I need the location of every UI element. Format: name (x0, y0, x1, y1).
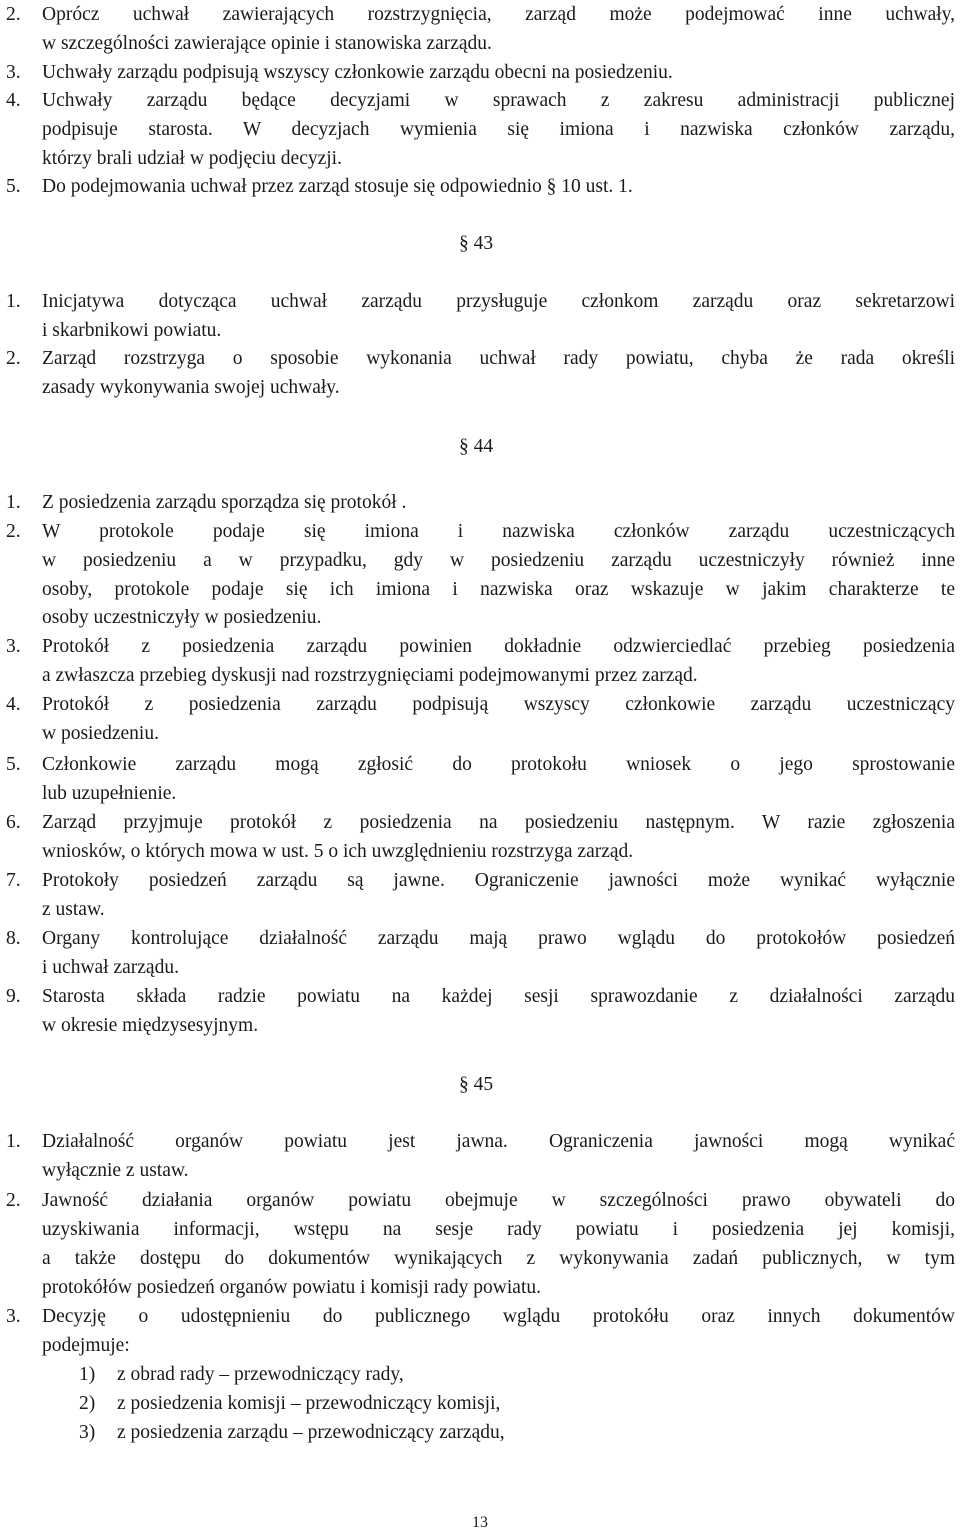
paragraph-text: w okresie międzysesyjnym. (42, 1015, 259, 1036)
paragraph-text: Zarząd rozstrzyga o sposobie wykonania uchwał rady powiatu, chyba że rada określi (42, 348, 955, 369)
paragraph-text: Inicjatywa dotycząca uchwał zarządu przysługuje członkom zarządu oraz sekretarzowi (42, 291, 955, 312)
paragraph-line (0, 895, 960, 924)
paragraph-line (0, 719, 960, 748)
paragraph-number: 3. (6, 1306, 21, 1327)
paragraph-line (0, 144, 960, 173)
paragraph-line (0, 1273, 960, 1302)
paragraph-line (0, 287, 960, 316)
paragraph-line (0, 808, 960, 837)
paragraph-line (0, 1011, 960, 1040)
list-item (0, 1389, 960, 1418)
paragraph-text: osoby, protokole podaje się ich imiona i nazwiska oraz wskazuje w jakim charakterze te (42, 579, 955, 600)
paragraph-text: w posiedzeniu a w przypadku, gdy w posiedzeniu zarządu uczestniczyły również inne (42, 550, 955, 571)
paragraph-text: którzy brali udział w podjęciu decyzji. (42, 148, 342, 169)
list-item-text: z posiedzenia zarządu – przewodniczący zarządu, (117, 1422, 505, 1443)
paragraph-number: 3. (6, 62, 21, 83)
paragraph-number: 2. (6, 4, 21, 25)
paragraph-line (0, 837, 960, 866)
list-item-text: z posiedzenia komisji – przewodniczący komisji, (117, 1393, 501, 1414)
paragraph-text: Uchwały zarządu będące decyzjami w sprawach z zakresu administracji publicznej (42, 90, 955, 111)
paragraph-text: Decyzję o udostępnieniu do publicznego wglądu protokółu oraz innych dokumentów (42, 1306, 955, 1327)
paragraph-line (0, 0, 960, 29)
paragraph-text: Organy kontrolujące działalność zarządu mają prawo wglądu do protokołów posiedzeń (42, 928, 955, 949)
paragraph-line (0, 1302, 960, 1331)
list-item-number: 1) (79, 1364, 96, 1385)
paragraph-number: 2. (6, 1190, 21, 1211)
paragraph-number: 6. (6, 812, 21, 833)
paragraph-text: w posiedzeniu. (42, 723, 159, 744)
paragraph-line (0, 1186, 960, 1215)
paragraph-line (0, 488, 960, 517)
paragraph-line (0, 953, 960, 982)
paragraph-line (0, 1244, 960, 1273)
paragraph-text: w szczególności zawierające opinie i stanowiska zarządu. (42, 33, 492, 54)
paragraph-text: Protokół z posiedzenia zarządu podpisują wszyscy członkowie zarządu uczestniczący (42, 694, 955, 715)
paragraph-line (0, 661, 960, 690)
paragraph-number: 8. (6, 928, 21, 949)
paragraph-line (0, 344, 960, 373)
paragraph-line (0, 779, 960, 808)
paragraph-line (0, 115, 960, 144)
paragraph-text: i skarbnikowi powiatu. (42, 320, 222, 341)
paragraph-text: podpisuje starosta. W decyzjach wymienia się imiona i nazwiska członków zarządu, (42, 119, 955, 140)
paragraph-number: 4. (6, 90, 21, 111)
paragraph-text: Starosta składa radzie powiatu na każdej sesji sprawozdanie z działalności zarządu (42, 986, 955, 1007)
paragraph-line (0, 172, 960, 201)
paragraph-number: 1. (6, 492, 21, 513)
paragraph-number: 4. (6, 694, 21, 715)
paragraph-number: 5. (6, 754, 21, 775)
paragraph-text: Oprócz uchwał zawierających rozstrzygnięcia, zarząd może podejmować inne uchwały, (42, 4, 955, 25)
paragraph-text: i uchwał zarządu. (42, 957, 179, 978)
paragraph-line (0, 1156, 960, 1185)
paragraph-number: 3. (6, 636, 21, 657)
paragraph-line (0, 690, 960, 719)
paragraph-line (0, 546, 960, 575)
paragraph-text: uzyskiwania informacji, wstępu na sesje rady powiatu i posiedzenia jej komisji, (42, 1219, 955, 1240)
paragraph-text: podejmuje: (42, 1335, 130, 1356)
paragraph-line (0, 924, 960, 953)
paragraph-line (0, 603, 960, 632)
paragraph-number: 2. (6, 521, 21, 542)
paragraph-text: protokółów posiedzeń organów powiatu i komisji rady powiatu. (42, 1277, 541, 1298)
paragraph-number: 9. (6, 986, 21, 1007)
paragraph-line (0, 1215, 960, 1244)
page-number: 13 (472, 1514, 488, 1531)
paragraph-text: Uchwały zarządu podpisują wszyscy członkowie zarządu obecni na posiedzeniu. (42, 62, 673, 83)
paragraph-text: W protokole podaje się imiona i nazwiska członków zarządu uczestniczących (42, 521, 955, 542)
list-item (0, 1418, 960, 1447)
section-heading: § 45 (459, 1074, 494, 1095)
paragraph-line (0, 517, 960, 546)
paragraph-text: z ustaw. (42, 899, 105, 920)
paragraph-line (0, 316, 960, 345)
paragraph-line (0, 1331, 960, 1360)
paragraph-line (0, 866, 960, 895)
section-heading: § 43 (459, 233, 494, 254)
section-heading: § 44 (459, 436, 494, 457)
paragraph-line (0, 29, 960, 58)
paragraph-line (0, 58, 960, 87)
paragraph-text: Zarząd przyjmuje protokół z posiedzenia na posiedzeniu następnym. W razie zgłoszenia (42, 812, 955, 833)
paragraph-number: 1. (6, 291, 21, 312)
paragraph-text: a także dostępu do dokumentów wynikających z wykonywania zadań publicznych, w tym (42, 1248, 955, 1269)
paragraph-text: zasady wykonywania swojej uchwały. (42, 377, 340, 398)
paragraph-text: Protokół z posiedzenia zarządu powinien dokładnie odzwierciedlać przebieg posiedzenia (42, 636, 955, 657)
paragraph-line (0, 982, 960, 1011)
list-item-number: 2) (79, 1393, 96, 1414)
paragraph-line (0, 1127, 960, 1156)
paragraph-text: Jawność działania organów powiatu obejmuje w szczególności prawo obywateli do (42, 1190, 955, 1211)
paragraph-number: 2. (6, 348, 21, 369)
paragraph-line (0, 575, 960, 604)
list-item-number: 3) (79, 1422, 96, 1443)
list-item-text: z obrad rady – przewodniczący rady, (117, 1364, 404, 1385)
paragraph-text: Protokoły posiedzeń zarządu są jawne. Ograniczenie jawności może wynikać wyłącznie (42, 870, 955, 891)
paragraph-number: 5. (6, 176, 21, 197)
paragraph-text: Do podejmowania uchwał przez zarząd stosuje się odpowiednio § 10 ust. 1. (42, 176, 633, 197)
paragraph-line (0, 373, 960, 402)
paragraph-line (0, 750, 960, 779)
paragraph-line (0, 86, 960, 115)
paragraph-text: osoby uczestniczyły w posiedzeniu. (42, 607, 322, 628)
paragraph-text: wniosków, o których mowa w ust. 5 o ich uwzględnieniu rozstrzyga zarząd. (42, 841, 634, 862)
paragraph-text: wyłącznie z ustaw. (42, 1160, 189, 1181)
paragraph-number: 7. (6, 870, 21, 891)
paragraph-text: Członkowie zarządu mogą zgłosić do protokołu wniosek o jego sprostowanie (42, 754, 955, 775)
list-item (0, 1360, 960, 1389)
paragraph-number: 1. (6, 1131, 21, 1152)
paragraph-text: a zwłaszcza przebieg dyskusji nad rozstrzygnięciami podejmowanymi przez zarząd. (42, 665, 698, 686)
paragraph-text: lub uzupełnienie. (42, 783, 177, 804)
paragraph-text: Działalność organów powiatu jest jawna. Ograniczenia jawności mogą wynikać (42, 1131, 955, 1152)
paragraph-line (0, 632, 960, 661)
paragraph-text: Z posiedzenia zarządu sporządza się protokół . (42, 492, 407, 513)
